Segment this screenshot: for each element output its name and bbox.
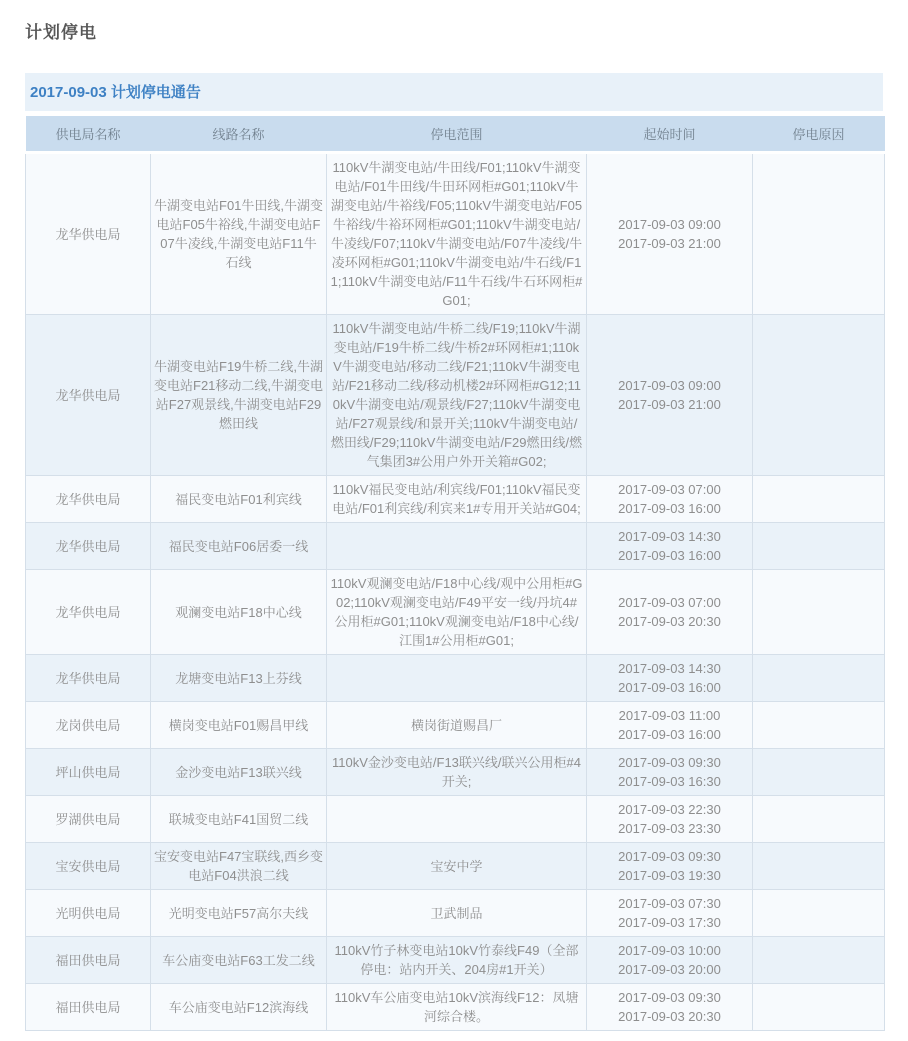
col-header-line: 线路名称 [151, 116, 327, 153]
cell-start-time [587, 890, 753, 937]
cell-reason [753, 890, 885, 937]
outage-start-time: 2017-09-03 09:30 [618, 990, 721, 1005]
cell-bureau: 龙岗供电局 [26, 702, 151, 749]
outage-start-time: 2017-09-03 11:00 [618, 708, 721, 723]
outage-start-time: 2017-09-03 07:30 [618, 896, 721, 911]
cell-scope: 110kV福民变电站/利宾线/F01;110kV福民变电站/F01利宾线/利宾来1#专用开关站#G04; [327, 476, 587, 523]
cell-start-time [587, 476, 753, 523]
cell-line: 宝安变电站F47宝联线,西乡变电站F04洪浪二线 [151, 843, 327, 890]
table-row [26, 984, 885, 1031]
outage-start-time: 2017-09-03 07:00 [618, 482, 721, 497]
cell-line: 龙塘变电站F13上芬线 [151, 655, 327, 702]
outage-start-time: 2017-09-03 14:30 [618, 529, 721, 544]
table-header-row [26, 116, 885, 153]
table-row [26, 655, 885, 702]
cell-reason [753, 523, 885, 570]
table-row [26, 523, 885, 570]
outage-start-time: 2017-09-03 09:00 [618, 217, 721, 232]
cell-scope: 110kV金沙变电站/F13联兴线/联兴公用柜#4开关; [327, 749, 587, 796]
table-row [26, 315, 885, 476]
cell-reason [753, 984, 885, 1031]
cell-reason [753, 655, 885, 702]
cell-start-time [587, 153, 753, 315]
cell-reason [753, 476, 885, 523]
table-row [26, 796, 885, 843]
cell-reason [753, 702, 885, 749]
table-row [26, 843, 885, 890]
outage-end-time: 2017-09-03 20:30 [618, 614, 721, 629]
cell-bureau: 龙华供电局 [26, 153, 151, 315]
outage-end-time: 2017-09-03 17:30 [618, 915, 721, 930]
cell-scope [327, 523, 587, 570]
outage-end-time: 2017-09-03 16:00 [618, 727, 721, 742]
cell-line: 联城变电站F41国贸二线 [151, 796, 327, 843]
cell-reason [753, 153, 885, 315]
cell-scope: 110kV竹子林变电站10kV竹泰线F49（全部停电：站内开关、204房#1开关） [327, 937, 587, 984]
cell-bureau: 宝安供电局 [26, 843, 151, 890]
cell-start-time [587, 796, 753, 843]
cell-start-time [587, 749, 753, 796]
cell-line: 光明变电站F57高尔夫线 [151, 890, 327, 937]
outage-start-time: 2017-09-03 14:30 [618, 661, 721, 676]
outage-start-time: 2017-09-03 09:00 [618, 378, 721, 393]
col-header-reason: 停电原因 [753, 116, 885, 153]
page-title: 计划停电 [25, 23, 97, 42]
table-row [26, 749, 885, 796]
outage-end-time: 2017-09-03 21:00 [618, 397, 721, 412]
outage-table [25, 116, 885, 1031]
col-header-start: 起始时间 [587, 116, 753, 153]
outage-end-time: 2017-09-03 16:00 [618, 548, 721, 563]
outage-start-time: 2017-09-03 09:30 [618, 849, 721, 864]
cell-reason [753, 796, 885, 843]
table-row [26, 890, 885, 937]
cell-bureau: 光明供电局 [26, 890, 151, 937]
cell-scope [327, 796, 587, 843]
cell-line: 车公庙变电站F63工发二线 [151, 937, 327, 984]
outage-start-time: 2017-09-03 10:00 [618, 943, 721, 958]
cell-reason [753, 570, 885, 655]
cell-line: 牛湖变电站F19牛桥二线,牛湖变电站F21移动二线,牛湖变电站F27观景线,牛湖变电站F29燃田线 [151, 315, 327, 476]
outage-end-time: 2017-09-03 21:00 [618, 236, 721, 251]
col-header-scope: 停电范围 [327, 116, 587, 153]
cell-bureau: 龙华供电局 [26, 655, 151, 702]
cell-start-time [587, 315, 753, 476]
cell-line: 观澜变电站F18中心线 [151, 570, 327, 655]
cell-scope: 110kV车公庙变电站10kV滨海线F12：凤塘河综合楼。 [327, 984, 587, 1031]
col-header-bureau: 供电局名称 [26, 116, 151, 153]
cell-start-time [587, 984, 753, 1031]
cell-scope: 110kV牛湖变电站/牛桥二线/F19;110kV牛湖变电站/F19牛桥二线/牛桥2#环网柜#1;110kV牛湖变电站/移动二线/F21;110kV牛湖变电站/F21移动二线/移动机楼2#环网柜#G12;110kV牛湖变电站/观景线/F27;110kV牛湖变电站/F27观景线/和景开关;110kV牛湖变电站/燃田线/F29;110kV牛湖变电站/F29燃田线/燃气集团3#公用户外开关箱#G02; [327, 315, 587, 476]
outage-end-time: 2017-09-03 16:30 [618, 774, 721, 789]
cell-line: 牛湖变电站F01牛田线,牛湖变电站F05牛裕线,牛湖变电站F07牛凌线,牛湖变电站F11牛石线 [151, 153, 327, 315]
cell-start-time [587, 937, 753, 984]
cell-bureau: 罗湖供电局 [26, 796, 151, 843]
cell-line: 车公庙变电站F12滨海线 [151, 984, 327, 1031]
cell-line: 金沙变电站F13联兴线 [151, 749, 327, 796]
cell-start-time [587, 570, 753, 655]
cell-reason [753, 315, 885, 476]
outage-end-time: 2017-09-03 16:00 [618, 680, 721, 695]
cell-bureau: 坪山供电局 [26, 749, 151, 796]
cell-scope [327, 655, 587, 702]
cell-reason [753, 843, 885, 890]
cell-scope: 110kV观澜变电站/F18中心线/观中公用柜#G02;110kV观澜变电站/F49平安一线/丹坑4#公用柜#G01;110kV观澜变电站/F18中心线/江围1#公用柜#G01; [327, 570, 587, 655]
cell-start-time [587, 655, 753, 702]
table-row [26, 153, 885, 315]
cell-bureau: 龙华供电局 [26, 315, 151, 476]
cell-reason [753, 937, 885, 984]
cell-start-time [587, 523, 753, 570]
notice-title-link[interactable]: 2017-09-03 计划停电通告 [30, 84, 201, 101]
cell-bureau: 福田供电局 [26, 984, 151, 1031]
cell-start-time [587, 843, 753, 890]
outage-start-time: 2017-09-03 09:30 [618, 755, 721, 770]
table-row [26, 476, 885, 523]
cell-start-time [587, 702, 753, 749]
outage-start-time: 2017-09-03 07:00 [618, 595, 721, 610]
cell-reason [753, 749, 885, 796]
cell-bureau: 龙华供电局 [26, 570, 151, 655]
table-row [26, 937, 885, 984]
table-row [26, 702, 885, 749]
outage-end-time: 2017-09-03 23:30 [618, 821, 721, 836]
cell-line: 福民变电站F01利宾线 [151, 476, 327, 523]
cell-bureau: 龙华供电局 [26, 523, 151, 570]
cell-scope: 宝安中学 [327, 843, 587, 890]
cell-scope: 卫武制品 [327, 890, 587, 937]
notice-header-bar [25, 73, 883, 111]
cell-bureau: 龙华供电局 [26, 476, 151, 523]
cell-scope: 110kV牛湖变电站/牛田线/F01;110kV牛湖变电站/F01牛田线/牛田环网柜#G01;110kV牛湖变电站/牛裕线/F05;110kV牛湖变电站/F05牛裕线/牛裕环网柜#G01;110kV牛湖变电站/牛凌线/F07;110kV牛湖变电站/F07牛凌线/牛凌环网柜#G01;110kV牛湖变电站/牛石线/F11;110kV牛湖变电站/F11牛石线/牛石环网柜#G01; [327, 153, 587, 315]
cell-line: 横岗变电站F01赐昌甲线 [151, 702, 327, 749]
cell-line: 福民变电站F06居委一线 [151, 523, 327, 570]
cell-scope: 横岗街道赐昌厂 [327, 702, 587, 749]
cell-bureau: 福田供电局 [26, 937, 151, 984]
outage-end-time: 2017-09-03 19:30 [618, 868, 721, 883]
outage-start-time: 2017-09-03 22:30 [618, 802, 721, 817]
outage-end-time: 2017-09-03 16:00 [618, 501, 721, 516]
table-row [26, 570, 885, 655]
outage-end-time: 2017-09-03 20:30 [618, 1009, 721, 1024]
outage-end-time: 2017-09-03 20:00 [618, 962, 721, 977]
